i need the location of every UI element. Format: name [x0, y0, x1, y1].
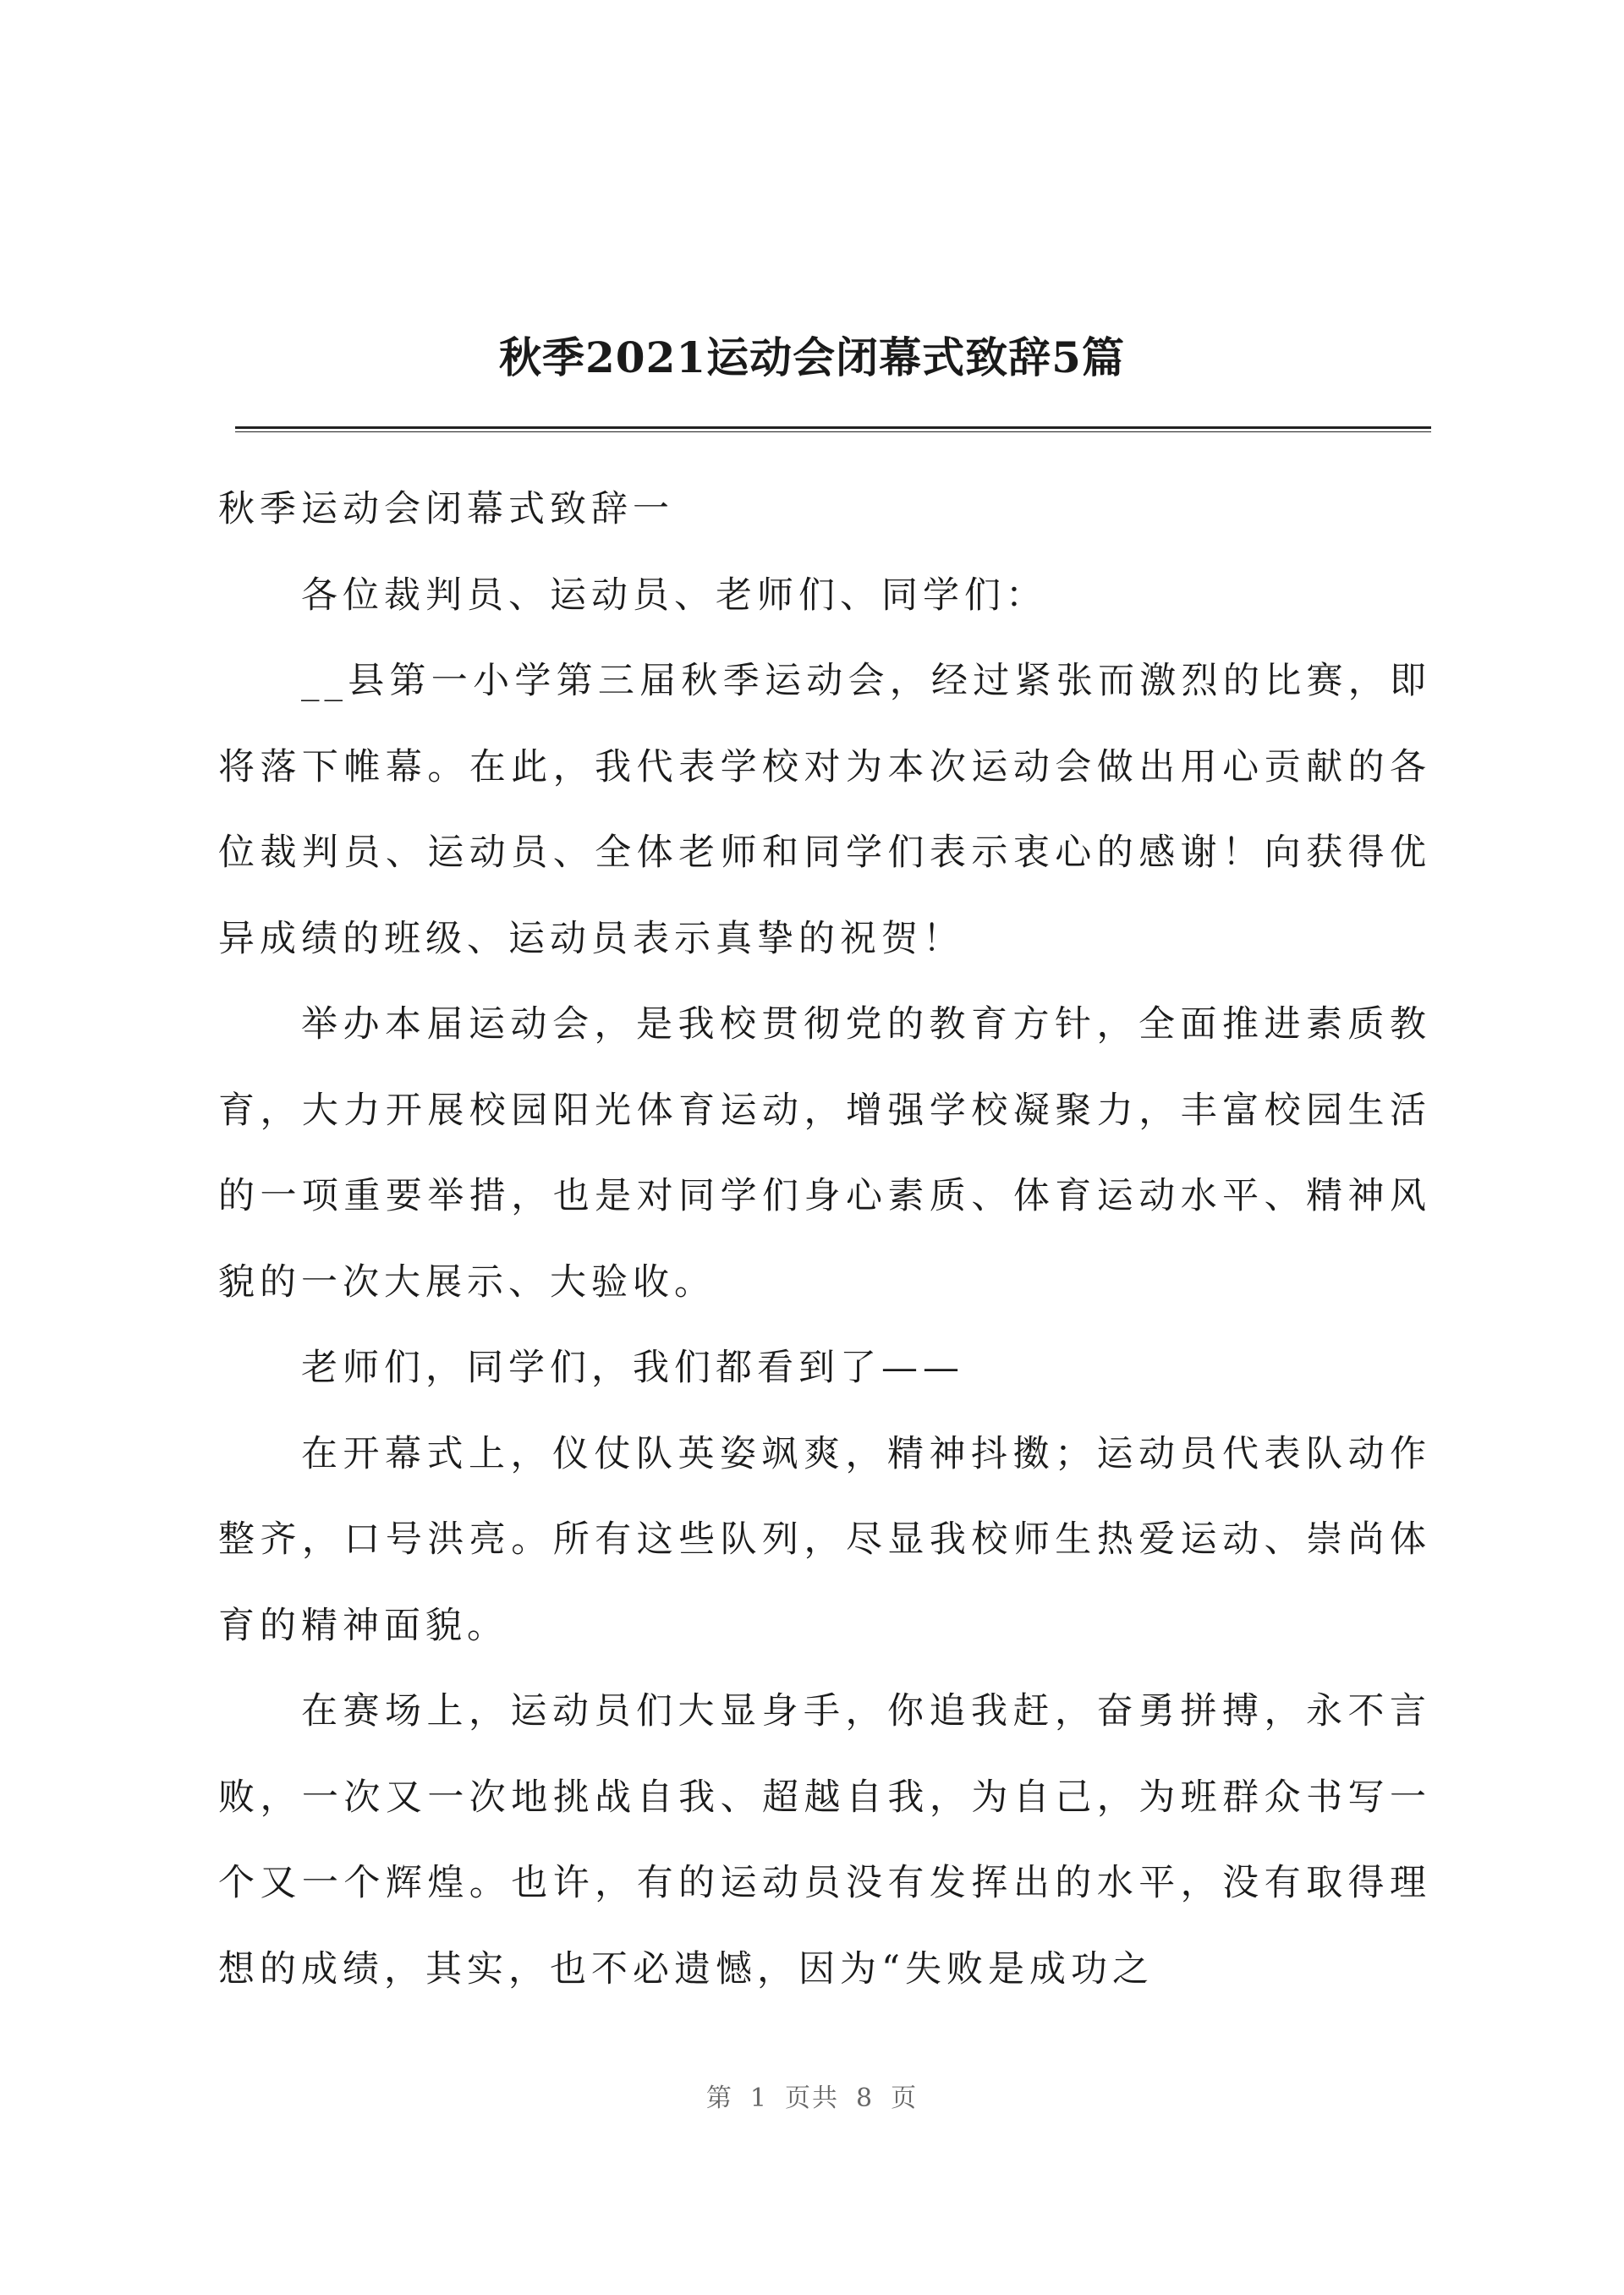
footer-current-page: 1: [749, 2084, 768, 2113]
body-paragraph: 在开幕式上，仪仗队英姿飒爽，精神抖擞；运动员代表队动作整齐，口号洪亮。所有这些队列，尽显我校师生热爱运动、崇尚体育的精神面貌。: [218, 1432, 1431, 1647]
title-divider: [235, 426, 1431, 432]
body-paragraph: 举办本届运动会，是我校贯彻党的教育方针，全面推进素质教育，大力开展校园阳光体育运动，增强学校凝聚力，丰富校园生活的一项重要举措，也是对同学们身心素质、体育运动水平、精神风貌的一次大展示、大验收。: [218, 1003, 1431, 1304]
body-paragraph: 在赛场上，运动员们大显身手，你追我赶，奋勇拼搏，永不言败，一次又一次地挑战自我、超越自我，为自己，为班群众书写一个又一个辉煌。也许，有的运动员没有发挥出的水平，没有取得理想的成绩，其实，也不必遗憾，因为“失败是成功之: [218, 1690, 1431, 1990]
page-title: 秋季2021运动会闭幕式致辞5篇: [499, 332, 1125, 382]
salutation-paragraph: 各位裁判员、运动员、老师们、同学们：: [301, 574, 1047, 617]
section-heading: 秋季运动会闭幕式致辞一: [218, 488, 674, 530]
body-paragraph: __县第一小学第三届秋季运动会，经过紧张而激烈的比赛，即将落下帷幕。在此，我代表学校对为本次运动会做出用心贡献的各位裁判员、运动员、全体老师和同学们表示衷心的感谢！向获得优异成绩的班级、运动员表示真挚的祝贺！: [218, 660, 1431, 960]
footer-label-total: 页共: [785, 2084, 839, 2113]
footer-label-end: 页: [891, 2084, 919, 2113]
page-footer: [0, 2077, 1624, 2114]
footer-total-pages: 8: [856, 2084, 875, 2113]
body-paragraph: 老师们，同学们，我们都看到了——: [301, 1347, 964, 1389]
footer-label-page: 第: [705, 2084, 733, 2113]
document-body: [218, 467, 1431, 2012]
